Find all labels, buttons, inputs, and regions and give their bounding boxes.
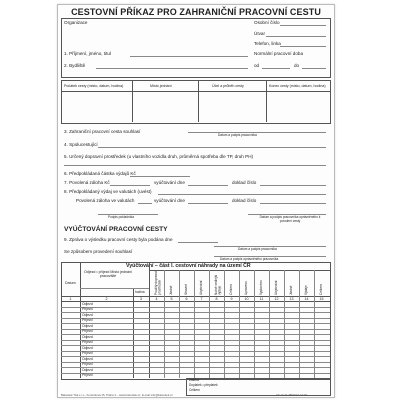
q8-label: 8. Předpokládaný výdaj ve valutách (uvést) — [64, 189, 152, 194]
bydliste-label: 2. Bydliště — [64, 63, 86, 68]
day-label: Odjezd — [82, 312, 93, 317]
organizace-label: Organizace — [64, 20, 88, 25]
table-row — [61, 334, 330, 335]
table-row — [61, 329, 330, 330]
th-col-7: Vyplaceno — [259, 280, 263, 295]
colnum-14: 14 — [304, 297, 309, 301]
sig-opravneny: Datum a podpis oprávněného pracovníka — [220, 257, 279, 261]
day-label: Odjezd — [82, 345, 93, 350]
header-box — [61, 18, 331, 78]
colnum-8: 8 — [215, 297, 218, 301]
colnum-7: 7 — [200, 297, 203, 301]
prijmeni-field[interactable] — [130, 56, 248, 57]
q3-field[interactable] — [188, 132, 326, 133]
zaloha-label: Záloha — [189, 378, 199, 382]
sig-vyuct: Datum a podpis pracovníka — [238, 247, 277, 251]
day-label: Odjezd — [82, 367, 93, 372]
col-pocatek: Počátek cesty (místo, datum, hodina) — [64, 84, 124, 88]
th-col-1: Jízdné — [169, 285, 173, 295]
table-row — [61, 373, 330, 374]
q9-label: 9. Zpráva o výsledku pracovní cesty byla podána dne — [64, 237, 173, 242]
colnum-4: 4 — [155, 297, 158, 301]
day-label: Příjezd — [82, 351, 93, 355]
th-col-4: Nutné vedlejší výdaje — [214, 274, 222, 295]
day-label: Příjezd — [82, 329, 93, 333]
q7-field[interactable] — [110, 185, 150, 186]
th-col-2: Stravné — [184, 284, 188, 295]
colnum-1: 1 — [69, 297, 72, 301]
footer-left: Baloušek Tisk s.r.o., Koutníková 15, Praha 3 – www.baloušek.cz, E-mail info@baloušek.cz — [61, 393, 173, 397]
do-field[interactable] — [302, 68, 326, 69]
table-row — [61, 351, 330, 352]
q8-vyuct: vyúčtování dne — [154, 198, 185, 203]
q7-label: 7. Povolená záloha Kč — [64, 180, 110, 185]
vyuctovani-title: VYÚČTOVÁNÍ PRACOVNÍ CESTY — [64, 226, 168, 233]
th-col-11: Celkem — [319, 284, 323, 295]
q5-label: 5. Určený dopravní prostředek (u vlastního vozidla druh, průměrná spotřeba dle TP, druh PH) — [64, 154, 254, 159]
q3-label: 3. Zahraniční pracovní cesta souhlasí — [64, 129, 141, 134]
q7-vyuct-field[interactable] — [188, 185, 228, 186]
colnum-5: 5 — [170, 297, 173, 301]
sig-zamest: Datum a podpis pracovníka — [218, 133, 257, 137]
th-col-3: Ubytování — [199, 280, 203, 295]
q7-vyuct: vyúčtování dne — [154, 180, 185, 185]
q8-zaloha: Povolená záloha ve valutách — [76, 198, 135, 203]
th-col-5: Celkem — [229, 284, 233, 295]
prijmeni-label: 1. Příjmení, jméno, titul — [64, 51, 111, 56]
telefon-label: Telefon, linka — [254, 41, 281, 46]
q5-field[interactable] — [64, 165, 326, 166]
table-row — [61, 318, 330, 319]
table-row — [61, 356, 330, 357]
table-row — [61, 340, 330, 341]
colnum-6: 6 — [185, 297, 188, 301]
q7-doklad-field[interactable] — [260, 185, 326, 186]
q8-field[interactable] — [158, 194, 326, 195]
normalni-doba-label: Normální pracovní doba — [254, 51, 304, 56]
th-datum: Datum — [65, 281, 76, 285]
q9b-label: Se způsobem provedení souhlasí — [64, 249, 133, 254]
q4-label: 4. Spolucestující — [64, 142, 98, 147]
q7-doklad: doklad číslo — [232, 180, 257, 185]
colnum-13: 13 — [289, 297, 294, 301]
colnum-15: 15 — [319, 297, 324, 301]
col-misto: Místo jednání — [150, 84, 172, 88]
day-label: Příjezd — [82, 362, 93, 366]
table-title: Vyúčtování – část I. cestovní náhrady na území ČR — [126, 263, 251, 269]
colnum-3: 3 — [140, 297, 142, 301]
sig-vyplatil: Podpis pokladníka — [108, 215, 135, 219]
q4-field[interactable] — [98, 147, 326, 148]
table-row — [61, 307, 330, 308]
day-label: Odjezd — [82, 301, 93, 306]
th-col-6: Upraveno — [244, 281, 248, 295]
bydliste-field[interactable] — [96, 68, 248, 69]
do-label: do — [294, 63, 300, 68]
q9-field[interactable] — [178, 242, 218, 243]
th-col-0: Použitý dopravní prostředek — [154, 271, 162, 295]
table-row — [61, 323, 330, 324]
sig-schvalil: Datum a podpis pracovníka oprávněného k povolení cesty — [259, 215, 321, 223]
colnum-2: 2 — [105, 297, 108, 301]
travel-order-form — [57, 4, 335, 398]
utvar-field[interactable] — [266, 36, 326, 37]
q8-vyuct-field[interactable] — [188, 203, 228, 204]
colnum-9: 9 — [230, 297, 233, 301]
th-col-9: Jízdné — [289, 285, 293, 295]
th-hod: hodina — [135, 290, 145, 294]
table-row — [61, 362, 330, 363]
day-label: Příjezd — [82, 307, 93, 311]
day-label: Příjezd — [82, 318, 93, 322]
celkem-label: Celkem — [189, 388, 200, 392]
osobni-cislo-field[interactable] — [280, 25, 326, 26]
day-label: Odjezd — [82, 334, 93, 339]
osobni-cislo-label: Osobní číslo — [254, 20, 280, 25]
q6-label: 6. Předpokládaná částka výdajů Kč — [64, 171, 136, 176]
od-field[interactable] — [262, 68, 290, 69]
day-label: Příjezd — [82, 340, 93, 344]
q6-field[interactable] — [130, 176, 190, 177]
col-konec: Konec cesty (místo, datum, hodina) — [269, 84, 326, 88]
day-label: Odjezd — [82, 356, 93, 361]
th-col-8: Ubytování — [274, 280, 278, 295]
q8-doklad-field[interactable] — [260, 203, 326, 204]
q8-doklad: doklad číslo — [232, 198, 257, 203]
od-label: od — [254, 63, 260, 68]
q8-zaloha-field[interactable] — [138, 203, 152, 204]
form-title: CESTOVNÍ PŘÍKAZ PRO ZAHRANIČNÍ PRACOVNÍ CESTU — [71, 7, 321, 17]
colnum-10: 10 — [244, 297, 249, 301]
day-label: Odjezd — [82, 323, 93, 328]
th-col-10: Výdaje — [304, 285, 308, 295]
day-label: Příjezd — [82, 373, 93, 377]
colnum-11: 11 — [259, 297, 264, 301]
table-row — [61, 367, 330, 368]
utvar-label: Útvar — [254, 31, 265, 36]
colnum-12: 12 — [274, 297, 279, 301]
footer-right: CT 10 db ZB/2024 G7-P1 — [276, 393, 308, 397]
doplatek-label: Doplatek • přeplatek — [189, 383, 218, 387]
col-ucel: Účel a průběh cesty — [212, 84, 244, 88]
telefon-field[interactable] — [280, 46, 326, 47]
table-row — [61, 312, 330, 313]
th-odjezd: Odjezd • příjezd Místo jednání pracoviště — [84, 270, 133, 278]
table-row — [61, 345, 330, 346]
